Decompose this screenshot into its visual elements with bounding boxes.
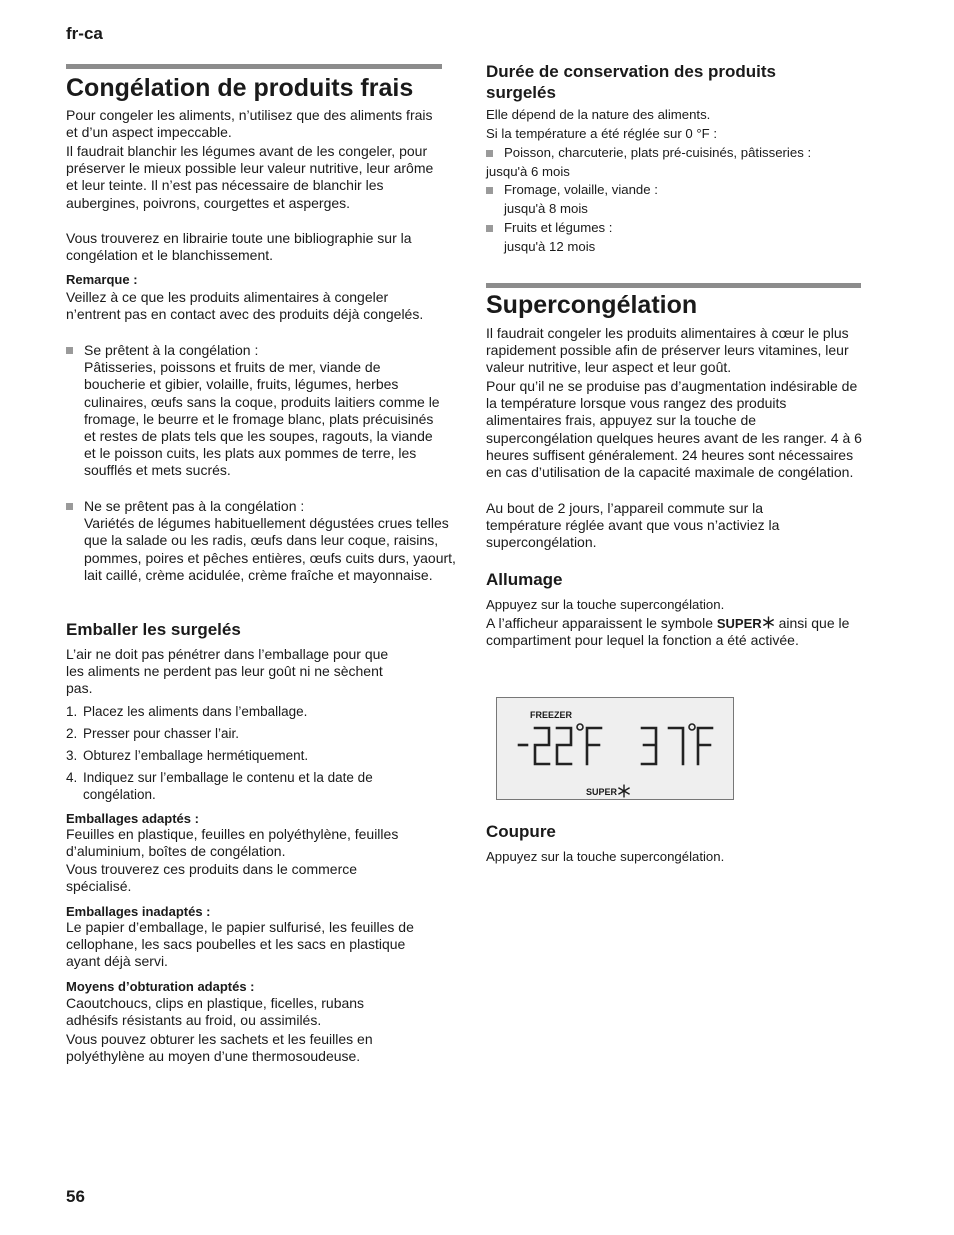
duree-text-2: Si la température a été réglée sur 0 °F : — [486, 126, 718, 141]
coupure-text: Appuyez sur la touche supercongélation. — [486, 849, 725, 864]
list-item-heading: Fromage, volaille, viande : — [504, 182, 658, 197]
list-item-tail: jusqu'à 8 mois — [504, 200, 588, 216]
inadaptes-label: Emballages inadaptés : — [66, 904, 211, 919]
super-symbol-label: SUPER — [716, 616, 762, 631]
section-rule — [486, 283, 861, 288]
list-item-tail: jusqu'à 12 mois — [504, 238, 596, 254]
list-item-tail: jusqu'à 6 mois — [486, 163, 570, 179]
freezer-display-panel — [496, 697, 734, 800]
super-paragraph-1: Il faudrait congeler les produits alimentaires à cœur le plus rapidement possible afin de préserver leurs vitamines, leur valeur nutritive, leur aspect et leur goût. — [486, 325, 849, 376]
super-label: SUPER — [586, 787, 618, 797]
obturation-label: Moyens d’obturation adaptés : — [66, 979, 255, 994]
super-paragraph-2: Pour qu’il ne se produise pas d’augmentation indésirable de la température lorsque vous rangez des produits alimentaires frais, appuyez sur la touche de supercongélation quelques heures avant de les ranger. 4 à 6 heures suffisent généralement. 24 heures sont nécessaires en cas d’utilisation de la capacité maximale de congélation. — [486, 378, 862, 481]
obturation-text-2: Vous pouvez obturer les sachets et les feuilles en polyéthylène au moyen d’une thermosoudeuse. — [66, 1031, 373, 1065]
intro-paragraph: Pour congeler les aliments, n’utilisez que des aliments frais et d’un aspect impeccable. — [66, 107, 433, 141]
step-text: Presser pour chasser l’air. — [83, 726, 240, 741]
remarque-text: Veillez à ce que les produits alimentaires à congeler n’entrent pas en contact avec des produits déjà congelés. — [66, 289, 424, 323]
step-1 — [66, 703, 453, 720]
bullet-square-icon — [486, 187, 493, 194]
allumage-text-2 — [486, 615, 856, 649]
adaptes-text: Feuilles en plastique, feuilles en polyéthylène, feuilles d’aluminium, boîtes de congélation. — [66, 826, 399, 860]
list-item-heading: Ne se prêtent pas à la congélation : — [84, 498, 305, 514]
bullet-square-icon — [66, 347, 73, 354]
super-paragraph-3: Au bout de 2 jours, l’appareil commute sur la température réglée avant que vous n’activiez la supercongélation. — [486, 500, 780, 551]
list-item-body: Pâtisseries, poissons et fruits de mer, viande de boucherie et gibier, volaille, fruits, légumes, herbes culinaires, œufs sans la coque, produits laitiers comme le fromage, le beurre et le fromage blanc, plats précuisinés et restes de plats tels que les soupes, ragouts, la viande et le poisson cuits, les plats aux pommes de terre, les soufflés et mets sucrés. — [84, 359, 440, 479]
section-title-congelation: Congélation de produits frais — [66, 74, 414, 102]
adaptes-label: Emballages adaptés : — [66, 811, 199, 826]
subsection-title-duree: Durée de conservation des produits surgelés — [486, 62, 777, 102]
step-3 — [66, 747, 453, 764]
language-tag: fr-ca — [66, 24, 103, 43]
list-item-se-pretent — [66, 342, 444, 480]
subsection-title-coupure: Coupure — [486, 822, 556, 841]
adaptes-text-2: Vous trouverez ces produits dans le commerce spécialisé. — [66, 861, 358, 895]
list-item-heading: Poisson, charcuterie, plats pré-cuisinés, pâtisseries : — [504, 145, 812, 160]
bibliographie-paragraph: Vous trouverez en librairie toute une bibliographie sur la congélation et le blanchissement. — [66, 230, 412, 264]
step-4 — [66, 769, 423, 803]
step-number: 1. — [66, 704, 78, 719]
section-title-supercongelation: Supercongélation — [486, 291, 698, 319]
super-indicator — [586, 784, 631, 798]
allumage-text-a: A l’afficheur apparaissent le symbole — [486, 615, 713, 631]
list-item-duree-8-mois — [486, 181, 874, 218]
bullet-square-icon — [486, 225, 493, 232]
list-item-duree-6-mois — [486, 144, 866, 181]
bullet-square-icon — [66, 503, 73, 510]
page-number: 56 — [66, 1187, 85, 1206]
list-item-body: Variétés de légumes habituellement dégustées crues telles que la salade ou les radis, œufs dans leur coque, raisins, pommes, poires et pêches entières, œufs cuits durs, yaourt, lait caillé, crème acidulée, crème fraîche et mayonnaise. — [84, 515, 456, 583]
step-number: 2. — [66, 726, 78, 741]
freezer-label: FREEZER — [530, 710, 573, 720]
snowflake-icon — [762, 616, 775, 629]
remarque-label: Remarque : — [66, 272, 138, 287]
section-rule — [66, 64, 442, 69]
step-number: 4. — [66, 770, 78, 785]
blanchir-paragraph: Il faudrait blanchir les légumes avant de les congeler, pour préserver le mieux possible leur valeur nutritive, leur arôme et leur teinte. Il n’est pas nécessaire de blanchir les aubergines, poivrons, courgettes et asperges. — [66, 143, 434, 211]
obturation-text: Caoutchoucs, clips en plastique, ficelles, rubans adhésifs résistants au froid, ou assimilés. — [66, 995, 365, 1029]
inadaptes-text: Le papier d’emballage, le papier sulfurisé, les feuilles de cellophane, les sacs poubelles et les sacs en plastique ayant déjà servi. — [66, 919, 414, 970]
emballer-text: L’air ne doit pas pénétrer dans l’emballage pour que les aliments ne perdent pas leur goût ni ne sèchent pas. — [66, 646, 389, 697]
step-text: Placez les aliments dans l’emballage. — [83, 704, 308, 719]
subsection-title-allumage: Allumage — [486, 570, 563, 589]
step-text: Indiquez sur l’emballage le contenu et la date de congélation. — [83, 770, 373, 802]
list-item-heading: Se prêtent à la congélation : — [84, 342, 259, 358]
list-item-ne-se-pretent-pas — [66, 498, 459, 584]
allumage-text-1: Appuyez sur la touche supercongélation. — [486, 597, 725, 612]
step-2 — [66, 725, 453, 742]
snowflake-icon — [617, 784, 631, 798]
duree-text-1: Elle dépend de la nature des aliments. — [486, 107, 711, 122]
bullet-square-icon — [486, 150, 493, 157]
step-number: 3. — [66, 748, 78, 763]
list-item-duree-12-mois — [486, 219, 874, 256]
subsection-title-emballer: Emballer les surgelés — [66, 620, 241, 639]
allumage-text-b: ainsi que le compartiment pour lequel la fonction a été activée. — [486, 615, 850, 649]
step-text: Obturez l’emballage hermétiquement. — [83, 748, 309, 763]
list-item-heading: Fruits et légumes : — [504, 220, 613, 235]
